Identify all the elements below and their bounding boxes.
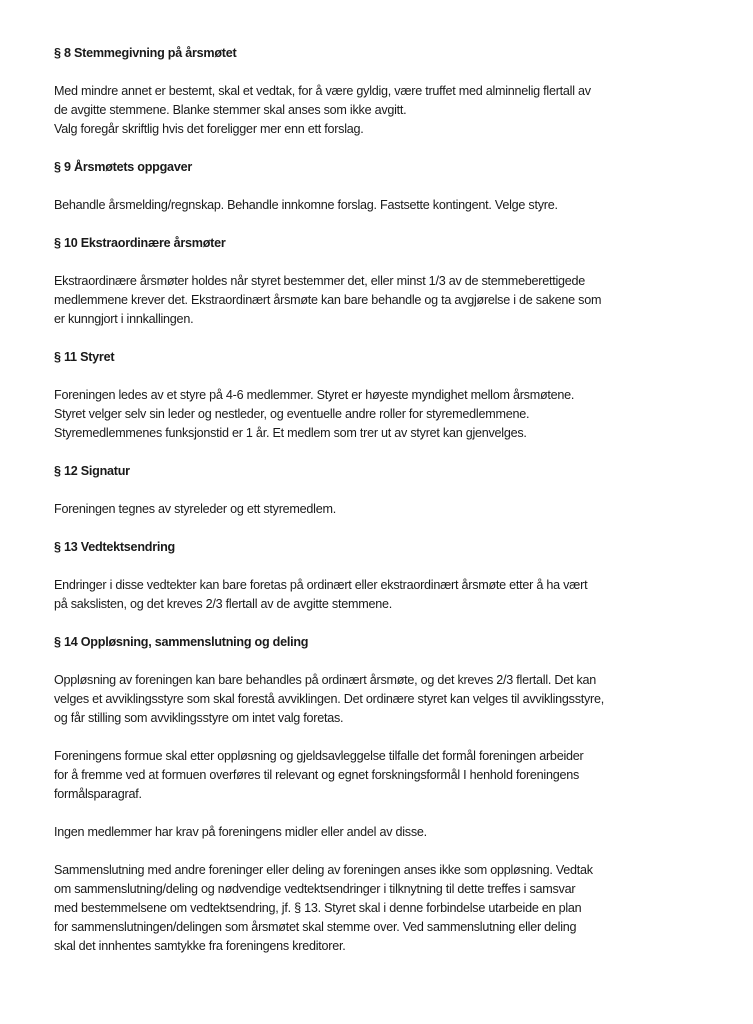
section <box>54 462 694 519</box>
paragraph <box>54 823 694 842</box>
section-heading: § 12 Signatur <box>54 464 130 478</box>
section-heading: § 14 Oppløsning, sammenslutning og deling <box>54 635 309 649</box>
text-line: på sakslisten, og det kreves 2/3 flertall av de avgitte stemmene. <box>54 597 392 611</box>
paragraph <box>54 272 694 329</box>
paragraph <box>54 386 694 443</box>
text-line: Valg foregår skriftlig hvis det foreligger mer enn ett forslag. <box>54 122 364 136</box>
section-heading: § 11 Styret <box>54 350 115 364</box>
text-line: formålsparagraf. <box>54 787 142 801</box>
text-line: og får stilling som avviklingsstyre om intet valg foretas. <box>54 711 344 725</box>
section <box>54 158 694 215</box>
text-line: Sammenslutning med andre foreninger eller deling av foreningen anses ikke som oppløsning. Vedtak <box>54 863 593 877</box>
text-line: for å fremme ved at formuen overføres til relevant og egnet forskningsformål I henhold foreningens <box>54 768 580 782</box>
paragraph <box>54 82 694 139</box>
paragraph <box>54 576 694 614</box>
text-line: for sammenslutningen/delingen som årsmøtet skal stemme over. Ved sammenslutning eller deling <box>54 920 577 934</box>
text-line: Styret velger selv sin leder og nestleder, og eventuelle andre roller for styremedlemmene. <box>54 407 530 421</box>
document-page <box>54 44 694 975</box>
section <box>54 234 694 329</box>
section <box>54 44 694 139</box>
section-heading: § 8 Stemmegivning på årsmøtet <box>54 46 237 60</box>
text-line: Ingen medlemmer har krav på foreningens midler eller andel av disse. <box>54 825 427 839</box>
text-line: velges et avviklingsstyre som skal forestå avviklingen. Det ordinære styret kan velges til avviklingsstyre, <box>54 692 604 706</box>
text-line: Oppløsning av foreningen kan bare behandles på ordinært årsmøte, og det kreves 2/3 flertall. Det kan <box>54 673 597 687</box>
text-line: skal det innhentes samtykke fra foreningens kreditorer. <box>54 939 346 953</box>
text-line: Ekstraordinære årsmøter holdes når styret bestemmer det, eller minst 1/3 av de stemmeberettigede <box>54 274 586 288</box>
text-line: medlemmene krever det. Ekstraordinært årsmøte kan bare behandle og ta avgjørelse i de sakene som <box>54 293 602 307</box>
section-heading: § 10 Ekstraordinære årsmøter <box>54 236 226 250</box>
paragraph <box>54 671 694 728</box>
text-line: de avgitte stemmene. Blanke stemmer skal anses som ikke avgitt. <box>54 103 407 117</box>
text-line: Foreningen ledes av et styre på 4-6 medlemmer. Styret er høyeste myndighet mellom årsmøtene. <box>54 388 575 402</box>
text-line: med bestemmelsene om vedtektsendring, jf. § 13. Styret skal i denne forbindelse utarbeide en plan <box>54 901 582 915</box>
section <box>54 348 694 443</box>
paragraph <box>54 196 694 215</box>
section-heading: § 13 Vedtektsendring <box>54 540 175 554</box>
section-heading: § 9 Årsmøtets oppgaver <box>54 160 192 174</box>
text-line: Med mindre annet er bestemt, skal et vedtak, for å være gyldig, være truffet med alminnelig flertall av <box>54 84 591 98</box>
section <box>54 538 694 614</box>
section <box>54 633 694 956</box>
text-line: Styremedlemmenes funksjonstid er 1 år. Et medlem som trer ut av styret kan gjenvelges. <box>54 426 527 440</box>
text-line: Behandle årsmelding/regnskap. Behandle innkomne forslag. Fastsette kontingent. Velge styre. <box>54 198 558 212</box>
text-line: Foreningens formue skal etter oppløsning og gjeldsavleggelse tilfalle det formål foreningen arbeider <box>54 749 584 763</box>
text-line: Endringer i disse vedtekter kan bare foretas på ordinært eller ekstraordinært årsmøte etter å ha vært <box>54 578 588 592</box>
text-line: Foreningen tegnes av styreleder og ett styremedlem. <box>54 502 336 516</box>
paragraph <box>54 747 694 804</box>
text-line: er kunngjort i innkallingen. <box>54 312 194 326</box>
paragraph <box>54 861 694 956</box>
paragraph <box>54 500 694 519</box>
text-line: om sammenslutning/deling og nødvendige vedtektsendringer i tilknytning til dette treffes i samsvar <box>54 882 576 896</box>
